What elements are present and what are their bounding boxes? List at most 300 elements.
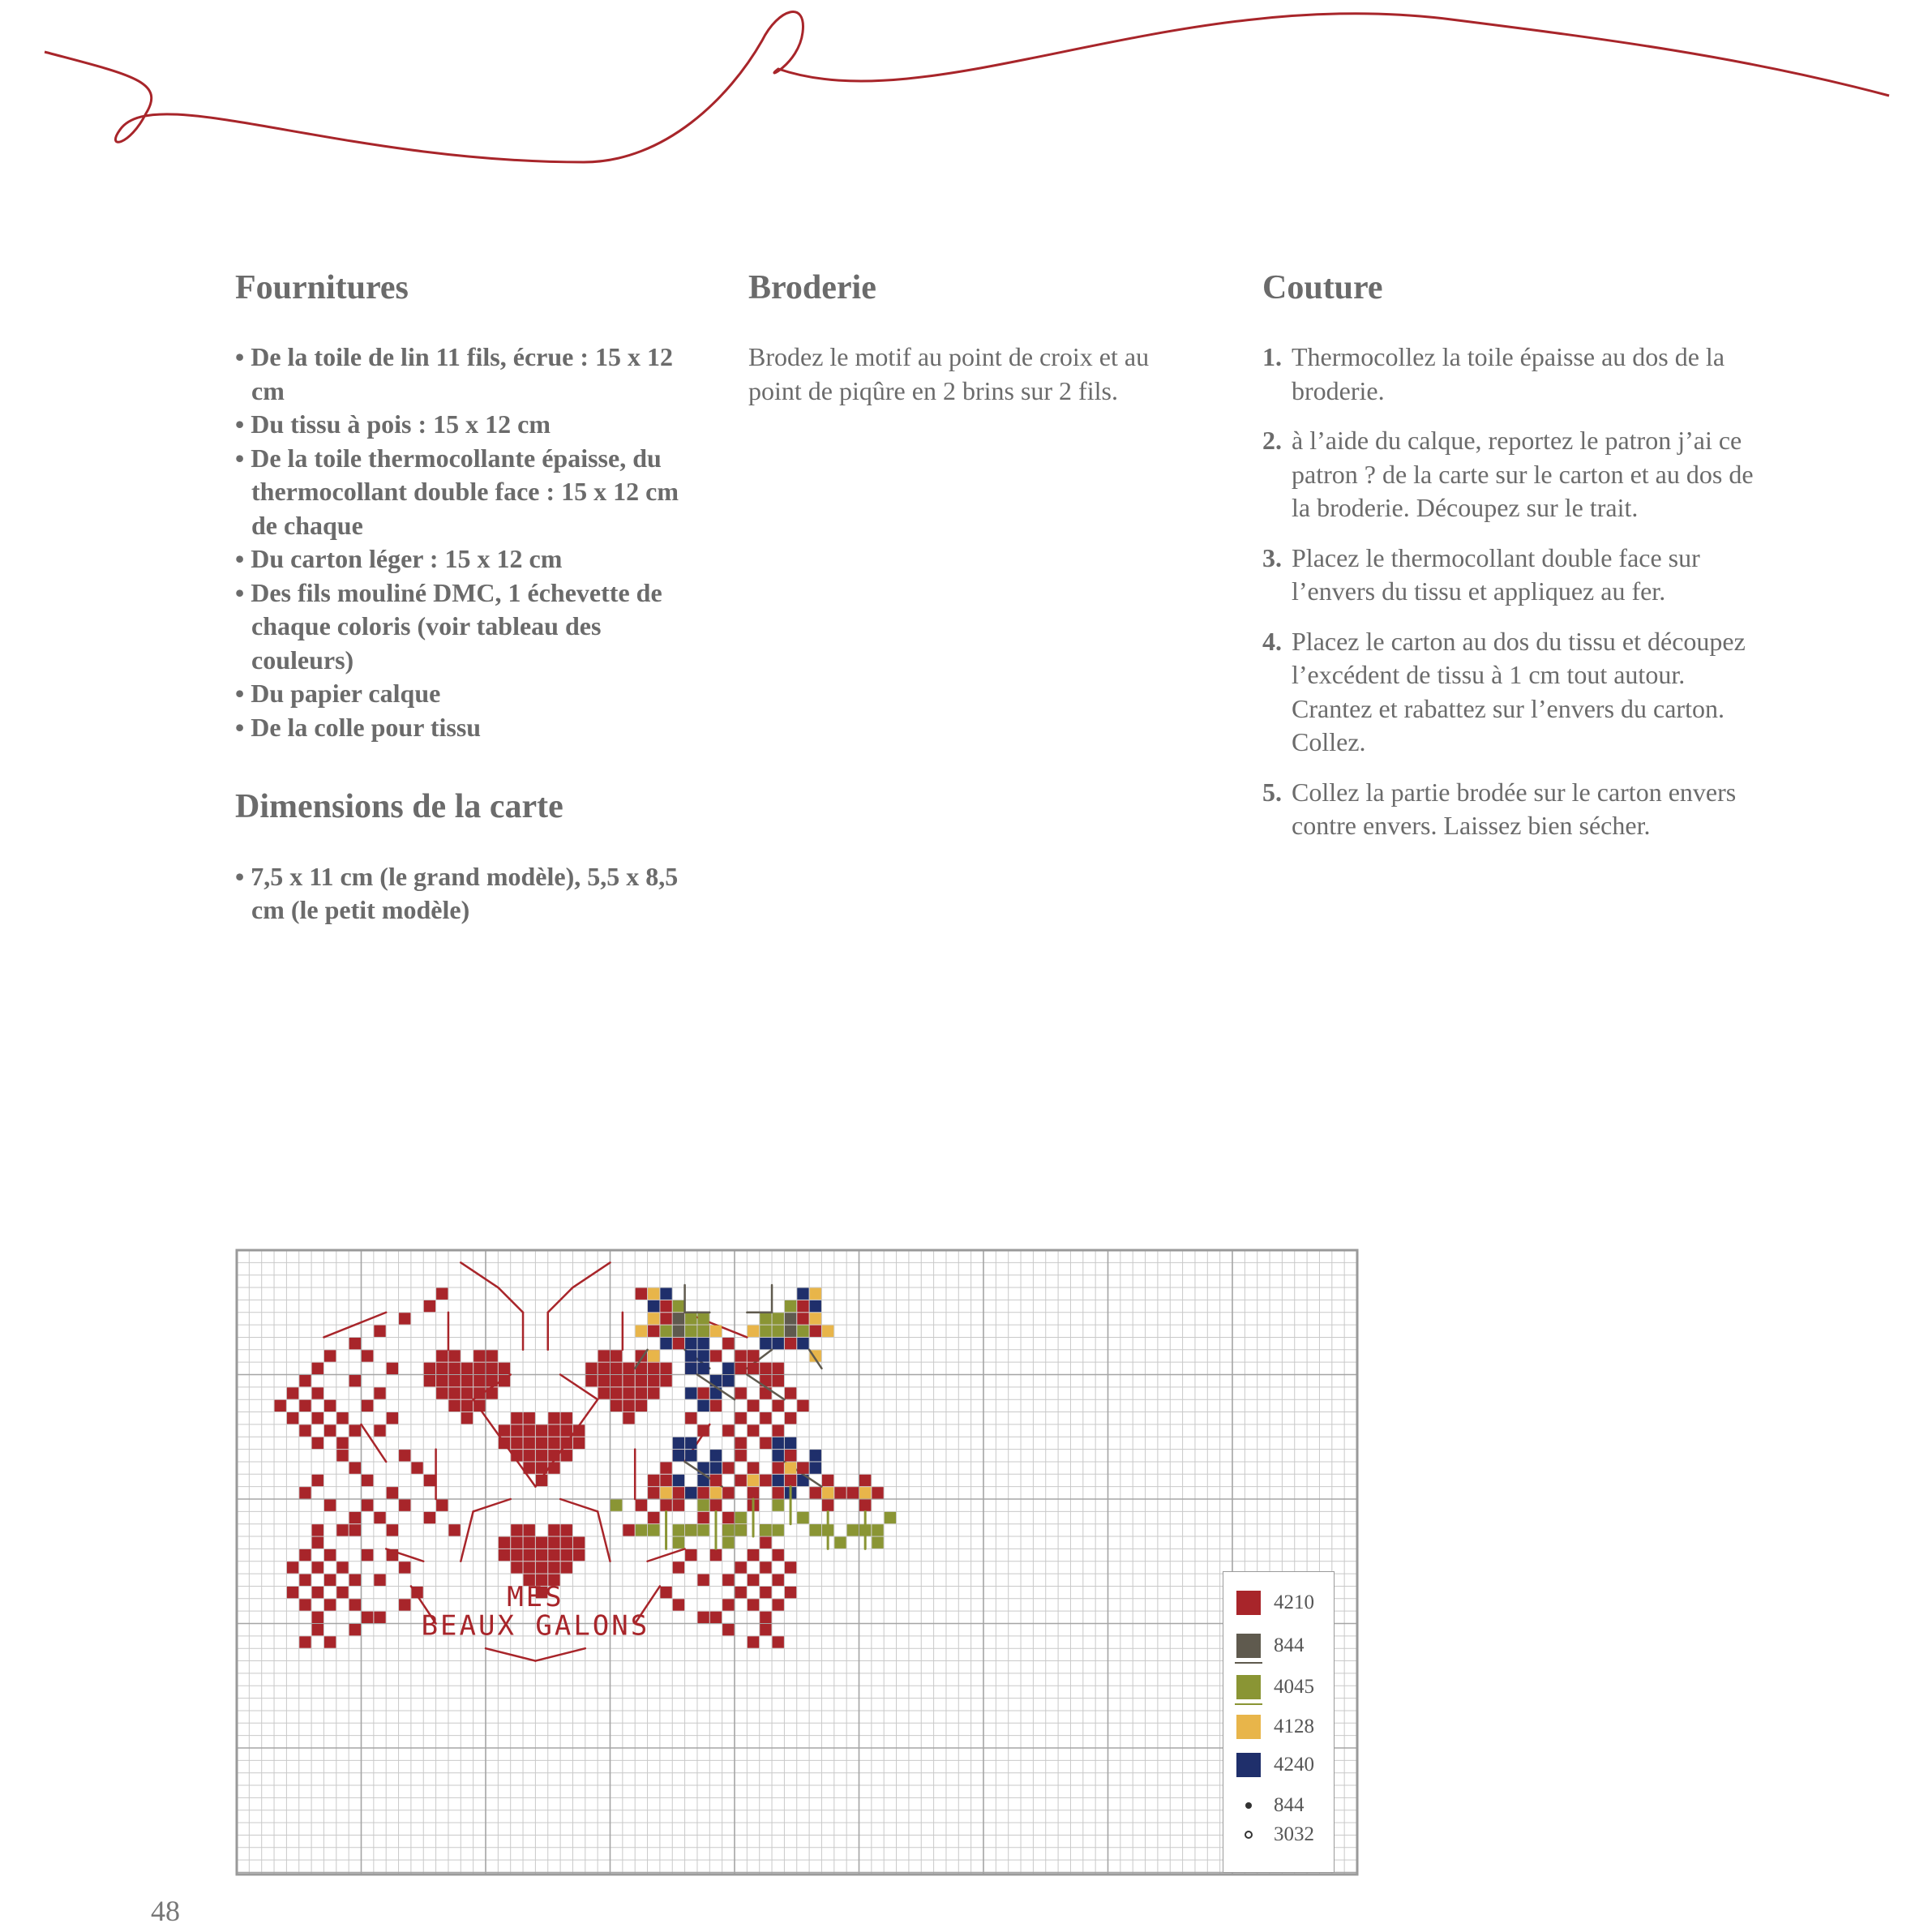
supply-item: • De la toile de lin 11 fils, écrue : 15 x 12 cm <box>235 342 674 405</box>
stitch <box>336 1412 348 1424</box>
stitch <box>598 1375 610 1386</box>
stitch <box>685 1524 696 1536</box>
stitch <box>697 1313 709 1324</box>
stitch <box>773 1574 784 1586</box>
chart-text-beaux-galons: BEAUX GALONS <box>421 1609 650 1643</box>
stitch <box>536 1537 547 1549</box>
stitch <box>685 1487 696 1498</box>
stitch <box>697 1487 709 1498</box>
heading-fournitures: Fournitures <box>235 269 409 306</box>
stitch <box>349 1462 361 1473</box>
stitch <box>685 1350 696 1361</box>
stitch <box>735 1412 747 1424</box>
stitch <box>760 1437 771 1449</box>
stitch <box>611 1500 622 1511</box>
stitch <box>760 1338 771 1349</box>
stitch <box>548 1437 559 1449</box>
stitch <box>299 1636 311 1647</box>
stitch <box>573 1549 585 1561</box>
stitch <box>748 1475 759 1486</box>
stitch <box>773 1313 784 1324</box>
stitch <box>324 1400 336 1412</box>
stitch <box>324 1574 336 1586</box>
stitch <box>722 1462 734 1473</box>
stitch <box>697 1400 709 1412</box>
stitch <box>611 1387 622 1399</box>
stitch <box>847 1487 859 1498</box>
stitch <box>810 1313 821 1324</box>
stitch <box>499 1549 510 1561</box>
supply-item: • De la colle pour tissu <box>235 712 482 742</box>
stitch <box>374 1326 385 1337</box>
supply-item: • De la toile thermocollante épaisse, du thermocollant double face : 15 x 12 cm de chaque <box>235 443 679 540</box>
stitch <box>760 1326 771 1337</box>
stitch <box>673 1487 684 1498</box>
stitch <box>336 1561 348 1573</box>
stitch <box>822 1500 833 1511</box>
stitch <box>399 1500 410 1511</box>
stitch <box>673 1326 684 1337</box>
stitch <box>324 1549 336 1561</box>
stitch <box>536 1561 547 1573</box>
stitch <box>436 1288 448 1300</box>
stitch <box>722 1599 734 1610</box>
stitch <box>511 1412 522 1424</box>
stitch <box>673 1300 684 1312</box>
stitch <box>524 1450 535 1461</box>
stitch <box>785 1587 796 1598</box>
stitch <box>648 1288 659 1300</box>
legend-row <box>1236 1793 1305 1818</box>
step-item: 5. Collez la partie brodée sur le carton envers contre envers. Laissez bien sécher. <box>1262 777 1737 841</box>
stitch <box>611 1363 622 1374</box>
stitch <box>722 1537 734 1549</box>
stitch <box>697 1387 709 1399</box>
stitch <box>349 1512 361 1523</box>
stitch <box>399 1599 410 1610</box>
stitch <box>461 1387 473 1399</box>
stitch <box>623 1375 634 1386</box>
stitch <box>773 1400 784 1412</box>
stitch <box>859 1475 871 1486</box>
stitch <box>312 1624 323 1635</box>
stitch <box>349 1424 361 1436</box>
stitch <box>785 1450 796 1461</box>
stitch <box>312 1363 323 1374</box>
stitch <box>697 1326 709 1337</box>
stitch <box>773 1475 784 1486</box>
stitch <box>312 1537 323 1549</box>
stitch <box>349 1624 361 1635</box>
stitch <box>387 1524 398 1536</box>
stitch <box>548 1424 559 1436</box>
stitch <box>773 1636 784 1647</box>
stitch <box>685 1363 696 1374</box>
stitch <box>387 1412 398 1424</box>
stitch <box>722 1512 734 1523</box>
stitch <box>299 1375 311 1386</box>
stitch <box>511 1561 522 1573</box>
stitch <box>374 1424 385 1436</box>
stitch <box>697 1574 709 1586</box>
stitch <box>648 1326 659 1337</box>
stitch <box>660 1338 671 1349</box>
stitch <box>585 1375 597 1386</box>
stitch <box>673 1338 684 1349</box>
stitch <box>748 1574 759 1586</box>
stitch <box>810 1524 821 1536</box>
stitch <box>411 1462 422 1473</box>
stitch <box>722 1574 734 1586</box>
stitch <box>760 1624 771 1635</box>
stitch <box>735 1363 747 1374</box>
stitch <box>424 1512 435 1523</box>
stitch <box>362 1475 373 1486</box>
stitch <box>773 1437 784 1449</box>
stitch <box>324 1350 336 1361</box>
stitch <box>436 1350 448 1361</box>
stitch <box>685 1338 696 1349</box>
stitch <box>785 1475 796 1486</box>
legend-code: 4240 <box>1274 1754 1314 1776</box>
stitch <box>374 1387 385 1399</box>
stitch <box>436 1500 448 1511</box>
supply-item: • Des fils mouliné DMC, 1 échevette de chaque coloris (voir tableau des couleurs) <box>235 577 662 675</box>
stitch <box>685 1450 696 1461</box>
legend-row <box>1236 1590 1314 1616</box>
stitch <box>710 1462 722 1473</box>
stitch <box>424 1300 435 1312</box>
stitch <box>324 1424 336 1436</box>
stitch <box>673 1500 684 1511</box>
supply-item: • Du carton léger : 15 x 12 cm <box>235 544 563 574</box>
stitch <box>673 1524 684 1536</box>
chart-text-mes: MES <box>507 1581 564 1614</box>
stitch <box>299 1487 311 1498</box>
stitch <box>748 1599 759 1610</box>
stitch <box>312 1437 323 1449</box>
stitch <box>561 1537 572 1549</box>
stitch <box>673 1599 684 1610</box>
legend-swatch <box>1236 1675 1261 1699</box>
stitch <box>822 1326 833 1337</box>
stitch <box>697 1363 709 1374</box>
stitch <box>473 1363 485 1374</box>
stitch <box>524 1524 535 1536</box>
dimension-item: • 7,5 x 11 cm (le grand modèle), 5,5 x 8,5 cm (le petit modèle) <box>235 861 679 925</box>
heading-broderie: Broderie <box>748 269 876 306</box>
stitch <box>573 1537 585 1549</box>
stitch <box>648 1300 659 1312</box>
stitch <box>760 1612 771 1623</box>
stitch <box>673 1437 684 1449</box>
legend-code: 844 <box>1274 1794 1305 1816</box>
broderie-text: Brodez le motif au point de croix et au point de piqûre en 2 brins sur 2 fils. <box>748 342 1150 405</box>
legend-code: 4045 <box>1274 1676 1314 1698</box>
stitch <box>760 1524 771 1536</box>
stitch <box>312 1561 323 1573</box>
stitch <box>673 1561 684 1573</box>
stitch <box>349 1524 361 1536</box>
stitch <box>660 1500 671 1511</box>
stitch <box>461 1375 473 1386</box>
stitch <box>636 1387 647 1399</box>
stitch <box>611 1400 622 1412</box>
stitch <box>648 1512 659 1523</box>
stitch <box>872 1524 883 1536</box>
stitch <box>722 1624 734 1635</box>
stitch <box>287 1587 298 1598</box>
stitch <box>548 1524 559 1536</box>
stitch <box>660 1475 671 1486</box>
stitch <box>685 1412 696 1424</box>
stitch <box>648 1524 659 1536</box>
stitch <box>336 1524 348 1536</box>
stitch <box>748 1424 759 1436</box>
stitch <box>636 1375 647 1386</box>
stitch <box>561 1549 572 1561</box>
stitch <box>499 1363 510 1374</box>
stitch <box>312 1612 323 1623</box>
stitch <box>598 1387 610 1399</box>
stitch <box>697 1524 709 1536</box>
stitch <box>735 1475 747 1486</box>
legend-code: 4210 <box>1274 1591 1314 1613</box>
stitch <box>773 1363 784 1374</box>
stitch <box>436 1387 448 1399</box>
stitch <box>548 1537 559 1549</box>
stitch <box>748 1549 759 1561</box>
step-item: 1. Thermocollez la toile épaisse au dos de la broderie. <box>1262 342 1725 405</box>
stitch <box>349 1599 361 1610</box>
stitch <box>461 1400 473 1412</box>
stitch <box>324 1636 336 1647</box>
stitch <box>710 1549 722 1561</box>
stitch <box>548 1462 559 1473</box>
stitch <box>536 1437 547 1449</box>
stitch <box>847 1524 859 1536</box>
stitch <box>648 1487 659 1498</box>
stitch <box>748 1350 759 1361</box>
heading-couture: Couture <box>1262 269 1383 306</box>
stitch <box>810 1288 821 1300</box>
stitch <box>710 1500 722 1511</box>
stitch <box>748 1326 759 1337</box>
stitch <box>797 1288 808 1300</box>
stitch <box>710 1326 722 1337</box>
stitch <box>722 1524 734 1536</box>
stitch <box>524 1412 535 1424</box>
stitch <box>748 1363 759 1374</box>
stitch <box>722 1363 734 1374</box>
stitch <box>859 1524 871 1536</box>
stitch <box>773 1524 784 1536</box>
legend-row <box>1236 1674 1314 1700</box>
stitch <box>499 1537 510 1549</box>
stitch <box>287 1561 298 1573</box>
stitch <box>648 1375 659 1386</box>
legend-swatch <box>1236 1591 1261 1615</box>
stitch <box>561 1450 572 1461</box>
stitch <box>312 1524 323 1536</box>
stitch <box>524 1537 535 1549</box>
stitch <box>448 1387 460 1399</box>
stitch <box>499 1424 510 1436</box>
stitch <box>461 1363 473 1374</box>
stitch <box>636 1288 647 1300</box>
stitch <box>685 1387 696 1399</box>
stitch <box>710 1475 722 1486</box>
stitch <box>735 1561 747 1573</box>
stitch <box>324 1500 336 1511</box>
stitch <box>524 1561 535 1573</box>
stitch <box>473 1350 485 1361</box>
stitch <box>785 1412 796 1424</box>
stitch <box>448 1524 460 1536</box>
legend-row <box>1236 1714 1314 1740</box>
stitch <box>312 1475 323 1486</box>
stitch <box>374 1574 385 1586</box>
stitch <box>685 1549 696 1561</box>
stitch <box>548 1412 559 1424</box>
stitch <box>623 1412 634 1424</box>
stitch <box>486 1350 498 1361</box>
legend-row <box>1236 1633 1305 1659</box>
stitch <box>598 1350 610 1361</box>
stitch <box>760 1475 771 1486</box>
stitch <box>673 1313 684 1324</box>
stitch <box>722 1424 734 1436</box>
stitch <box>287 1387 298 1399</box>
stitch <box>436 1375 448 1386</box>
page-number: 48 <box>151 1895 180 1927</box>
stitch <box>760 1412 771 1424</box>
stitch <box>336 1587 348 1598</box>
stitch <box>561 1424 572 1436</box>
stitch <box>536 1450 547 1461</box>
stitch <box>660 1288 671 1300</box>
stitch <box>660 1487 671 1498</box>
legend-swatch <box>1236 1715 1261 1739</box>
stitch <box>648 1387 659 1399</box>
stitch <box>524 1437 535 1449</box>
stitch <box>810 1326 821 1337</box>
stitch <box>797 1400 808 1412</box>
stitch <box>773 1549 784 1561</box>
stitch <box>748 1487 759 1498</box>
stitch <box>673 1450 684 1461</box>
stitch <box>810 1462 821 1473</box>
stitch <box>424 1375 435 1386</box>
stitch <box>773 1487 784 1498</box>
stitch <box>773 1424 784 1436</box>
stitch <box>760 1587 771 1598</box>
stitch <box>797 1512 808 1523</box>
stitch <box>349 1338 361 1349</box>
stitch <box>362 1612 373 1623</box>
stitch <box>785 1561 796 1573</box>
stitch <box>748 1400 759 1412</box>
stitch <box>760 1537 771 1549</box>
stitch <box>735 1387 747 1399</box>
stitch <box>312 1387 323 1399</box>
stitch <box>785 1338 796 1349</box>
stitch <box>822 1487 833 1498</box>
stitch <box>773 1599 784 1610</box>
legend-swatch <box>1236 1753 1261 1777</box>
stitch <box>685 1326 696 1337</box>
stitch <box>773 1450 784 1461</box>
stitch <box>399 1313 410 1324</box>
stitch <box>797 1300 808 1312</box>
stitch <box>448 1375 460 1386</box>
stitch <box>797 1326 808 1337</box>
stitch <box>697 1350 709 1361</box>
stitch <box>697 1612 709 1623</box>
stitch <box>524 1424 535 1436</box>
stitch <box>810 1300 821 1312</box>
legend-swatch <box>1236 1634 1261 1658</box>
stitch <box>636 1400 647 1412</box>
stitch <box>710 1350 722 1361</box>
stitch <box>312 1587 323 1598</box>
stitch <box>598 1363 610 1374</box>
supply-item: • Du papier calque <box>235 679 441 709</box>
stitch <box>623 1524 634 1536</box>
stitch <box>312 1412 323 1424</box>
stitch <box>735 1524 747 1536</box>
stitch <box>660 1300 671 1312</box>
stitch <box>436 1363 448 1374</box>
stitch <box>636 1524 647 1536</box>
stitch <box>859 1500 871 1511</box>
stitch <box>797 1313 808 1324</box>
stitch <box>573 1437 585 1449</box>
stitch <box>773 1326 784 1337</box>
stitch <box>362 1400 373 1412</box>
stitch <box>785 1313 796 1324</box>
stitch <box>872 1537 883 1549</box>
stitch <box>834 1487 846 1498</box>
stitch <box>872 1487 883 1498</box>
heading-dimensions: Dimensions de la carte <box>235 788 563 826</box>
stitch <box>810 1487 821 1498</box>
stitch <box>722 1375 734 1386</box>
legend-row <box>1236 1822 1314 1848</box>
stitch <box>722 1338 734 1349</box>
stitch <box>748 1462 759 1473</box>
stitch <box>760 1561 771 1573</box>
legend-code: 3032 <box>1274 1823 1314 1845</box>
stitch <box>735 1450 747 1461</box>
stitch <box>685 1437 696 1449</box>
stitch <box>710 1612 722 1623</box>
stitch <box>399 1561 410 1573</box>
stitch <box>660 1462 671 1473</box>
legend-row <box>1236 1752 1314 1778</box>
stitch <box>585 1363 597 1374</box>
stitch <box>511 1437 522 1449</box>
stitch <box>810 1450 821 1461</box>
stitch <box>287 1412 298 1424</box>
stitch <box>710 1450 722 1461</box>
stitch <box>885 1512 896 1523</box>
stitch <box>785 1326 796 1337</box>
stitch <box>673 1537 684 1549</box>
stitch <box>685 1313 696 1324</box>
stitch <box>797 1338 808 1349</box>
stitch <box>299 1574 311 1586</box>
